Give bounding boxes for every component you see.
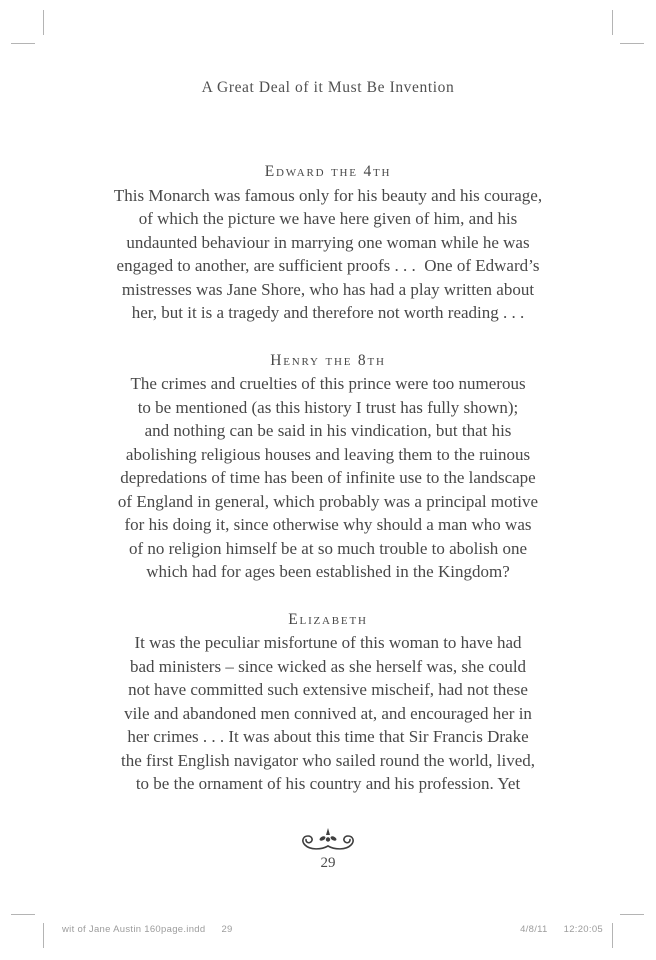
crop-mark-top-right-vertical	[612, 10, 613, 35]
text-line: which had for ages been established in the Kingdom?	[146, 562, 510, 581]
text-line: engaged to another, are sufficient proofs . . . One of Edward’s	[116, 256, 540, 275]
running-header: A Great Deal of it Must Be Invention	[201, 79, 455, 96]
slug-file-page: 29	[221, 924, 233, 935]
text-line: depredations of time has been of infinite use to the landscape	[120, 468, 536, 487]
slug-time: 12:20:05	[563, 924, 603, 935]
crop-mark-bottom-left-vertical	[43, 923, 44, 948]
text-line: for his doing it, since otherwise why should a man who was	[124, 515, 532, 534]
text-line: undaunted behaviour in marrying one woman while he was	[126, 232, 530, 252]
text-line: bad ministers – since wicked as she herself was, she could	[129, 656, 527, 676]
text-line: of England in general, which probably was a principal motive	[117, 491, 539, 511]
crop-mark-top-right-horizontal	[620, 43, 644, 44]
slug-timestamp	[520, 924, 603, 935]
text-line: It was the peculiar misfortune of this woman to have had	[134, 633, 522, 652]
page-footer	[0, 826, 656, 871]
section-heading: Henry the 8th	[270, 351, 386, 369]
printers-flourish-icon	[0, 826, 656, 854]
text-line: her crimes . . . It was about this time that Sir Francis Drake	[127, 727, 529, 746]
text-line: and nothing can be said in his vindication, but that his	[144, 421, 512, 440]
text-line: to be mentioned (as this history I trust has fully shown);	[137, 397, 519, 417]
text-line: of which the picture we have here given of him, and his	[138, 209, 518, 228]
section-elizabeth	[63, 608, 593, 796]
crop-mark-bottom-left-horizontal	[11, 914, 35, 915]
text-line: abolishing religious houses and leaving them to the ruinous	[125, 444, 531, 464]
page-number: 29	[320, 855, 336, 871]
crop-mark-bottom-right-horizontal	[620, 914, 644, 915]
crop-mark-top-left-vertical	[43, 10, 44, 35]
section-henry-the-8th	[63, 349, 593, 584]
section-edward-the-4th	[63, 160, 593, 325]
crop-mark-bottom-right-vertical	[612, 923, 613, 948]
slug-file-name: wit of Jane Austin 160page.indd	[62, 924, 206, 935]
section-heading: Edward the 4th	[264, 163, 392, 180]
section-heading: Elizabeth	[288, 610, 368, 628]
text-line: her, but it is a tragedy and therefore not worth reading . . .	[131, 303, 525, 322]
text-line: not have committed such extensive mischeif, had not these	[128, 680, 528, 699]
text-line: The crimes and cruelties of this prince were too numerous	[130, 374, 526, 393]
slug-file-info	[62, 924, 233, 935]
slug-date: 4/8/11	[520, 924, 548, 935]
text-line: This Monarch was famous only for his beauty and his courage,	[113, 185, 543, 205]
text-line: the first English navigator who sailed round the world, lived,	[120, 750, 536, 770]
crop-mark-top-left-horizontal	[11, 43, 35, 44]
text-line: mistresses was Jane Shore, who has had a play written about	[121, 279, 535, 299]
text-line: to be the ornament of his country and his profession. Yet	[135, 774, 521, 793]
text-line: of no religion himself be at so much trouble to abolish one	[128, 538, 527, 558]
text-line: vile and abandoned men connived at, and encouraged her in	[124, 703, 532, 723]
page-content	[63, 160, 593, 796]
